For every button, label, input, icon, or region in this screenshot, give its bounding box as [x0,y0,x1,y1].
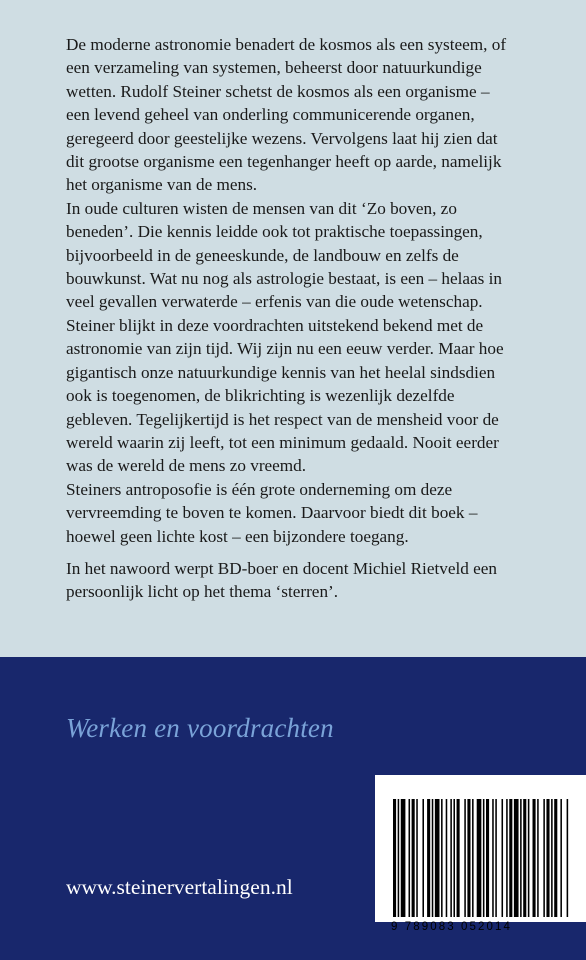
barcode-bar [427,799,430,917]
barcode-bar [435,799,440,917]
series-panel [0,657,586,960]
barcode-bar [409,799,411,917]
barcode-bar [551,799,553,917]
barcode-bar [393,799,396,917]
barcode-bar [492,799,494,917]
barcode-bar [450,799,452,917]
barcode-bar [554,799,557,917]
barcode-bar [533,799,536,917]
barcode-bar [422,799,424,917]
barcode-bar [453,799,455,917]
barcode-bar [506,799,508,917]
barcode-bar [528,799,530,917]
barcode-bar [432,799,434,917]
series-title: Werken en voordrachten [66,713,334,743]
barcode-bar [543,799,545,917]
barcode-bar [560,799,562,917]
barcode-bar [502,799,504,917]
barcode-bar [537,799,539,917]
blurb-paragraph-5: In het nawoord werpt BD-boer en docent Michiel Rietveld een persoonlijk licht op het thema ‘sterren’. [66,558,497,602]
barcode-bar [416,799,418,917]
barcode-bar [483,799,485,917]
barcode-bar [486,799,489,917]
barcode-bar [467,799,470,917]
barcode-bar [398,799,400,917]
isbn-number: 9 789083 052014 [391,921,513,933]
barcode-bar [495,799,497,917]
barcode-bar [441,799,443,917]
barcode-bar [509,799,512,917]
blurb-paragraph-1: De moderne astronomie benadert de kosmos als een systeem, of een verzameling van systemen, beheerst door natuurkundige wetten. Rudolf Steiner schetst de kosmos als een organisme – een levend geheel van onderling communicerende organen, geregeerd door geestelijke wezens. Vervolgens laat hij zien dat dit grootse organisme een tegenhanger heeft op aarde, namelijk het organisme van de mens. [66,35,507,195]
barcode-bars [393,799,569,917]
publisher-website: www.steinervertalingen.nl [66,875,293,899]
barcode-bar [446,799,448,917]
barcode-bar [514,799,519,917]
back-cover-blurb [66,33,576,604]
blurb-paragraph-3: Steiner blijkt in deze voordrachten uitstekend bekend met de astronomie van zijn tijd. Wij zijn nu een eeuw verder. Maar hoe gigantisch onze natuurkundige kennis van het heelal sindsdien ook is toegenomen, de blikrichting is wezenlijk dezelfde gebleven. Tegelijkertijd is het respect van de mensheid voor de wereld waarin zij leeft, tot een minimum gedaald. Nooit eerder was de wereld de mens zo vreemd. [66,315,504,476]
barcode-bar [523,799,526,917]
barcode-bar [472,799,474,917]
barcode-bar [567,799,569,917]
barcode-bar [477,799,482,917]
blurb-paragraph-4: Steiners antroposofie is één grote onderneming om deze vervreemding te boven te komen. Daarvoor biedt dit boek – hoewel geen lichte kost – een bijzondere toegang. [66,479,478,546]
barcode-bar [464,799,466,917]
blurb-paragraph-2: In oude culturen wisten de mensen van dit ‘Zo boven, zo beneden’. Die kennis leidde ook tot praktische toepassingen, bijvoorbeeld in de geneeskunde, de landbouw en zelfs de bouwkunst. Wat nu nog als astrologie bestaat, is een – helaas in veel gevallen verwaterde – erfenis van die oude wetenschap. [66,198,503,312]
barcode-bar [401,799,406,917]
barcode-bar [412,799,415,917]
isbn-barcode [375,775,586,933]
barcode-bar [457,799,460,917]
barcode-bar [546,799,549,917]
barcode-bar [520,799,522,917]
